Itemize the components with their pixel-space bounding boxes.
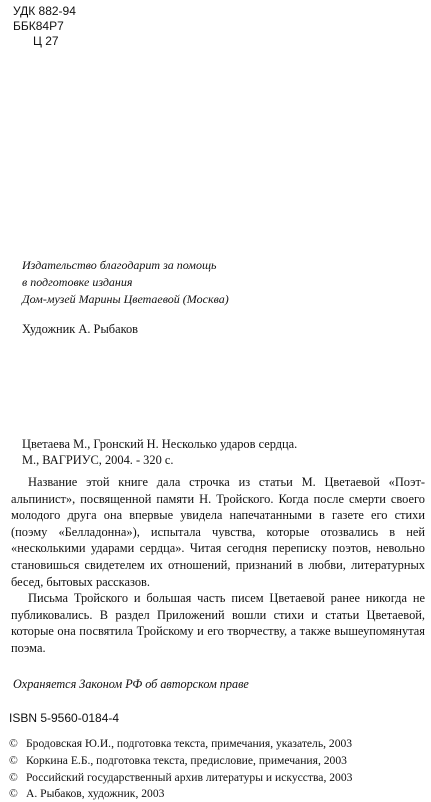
bibliographic-line-2: М., ВАГРИУС, 2004. - 320 с.	[22, 453, 174, 467]
artist-credit: Художник А. Рыбаков	[22, 322, 139, 336]
isbn: ISBN 5-9560-0184-4	[9, 711, 120, 725]
copyright-line	[9, 735, 352, 752]
copyright-symbol: ©	[9, 787, 18, 800]
copyright-symbol: ©	[9, 771, 18, 784]
copyright-line	[9, 769, 352, 786]
rights-notice: Охраняется Законом РФ об авторском праве	[13, 677, 249, 691]
bibliographic-line-1: Цветаева М., Гронский Н. Несколько ударов сердца.	[22, 437, 298, 451]
udk-code: УДК 882-94	[13, 4, 76, 18]
annotation-paragraph-2: Письма Тройского и большая часть писем Цветаевой ранее никогда не публиковались. В раздел Приложений вошли стихи и статьи Цветаевой, которые она посвятила Тройскому и его творчеству, а также вышеупомянутая поэма.	[11, 591, 425, 655]
copyright-line	[9, 785, 164, 802]
annotation-paragraph-1: Название этой книге дала строчка из статьи М. Цветаевой «Поэт-альпинист», посвященной памяти Н. Тройского. Когда после смерти своего молодого друга она впервые увидела напечатанными в газете его стихи (поэму «Белладонна»), испытала чувства, которые отозвались в ней «несколькими ударами сердца». Читая сегодня переписку поэтов, невольно становишься свидетелем их отношений, признаний в любви, литературных бесед, бытовых рассказов.	[11, 475, 425, 589]
acknowledgment-line-3: Дом-музей Марины Цветаевой (Москва)	[22, 292, 229, 306]
author-mark: Ц 27	[33, 34, 59, 48]
copyright-text: Бродовская Ю.И., подготовка текста, примечания, указатель, 2003	[26, 737, 353, 750]
copyright-text: Российский государственный архив литературы и искусства, 2003	[26, 771, 353, 784]
copyright-text: А. Рыбаков, художник, 2003	[26, 787, 165, 800]
copyright-text: Коркина Е.Б., подготовка текста, предисловие, примечания, 2003	[26, 754, 347, 767]
bbk-code: ББК84Р7	[13, 19, 64, 33]
copyright-line	[9, 752, 347, 769]
acknowledgment-line-1: Издательство благодарит за помощь	[22, 258, 217, 272]
copyright-symbol: ©	[9, 737, 18, 750]
acknowledgment-line-2: в подготовке издания	[22, 275, 133, 289]
copyright-symbol: ©	[9, 754, 18, 767]
